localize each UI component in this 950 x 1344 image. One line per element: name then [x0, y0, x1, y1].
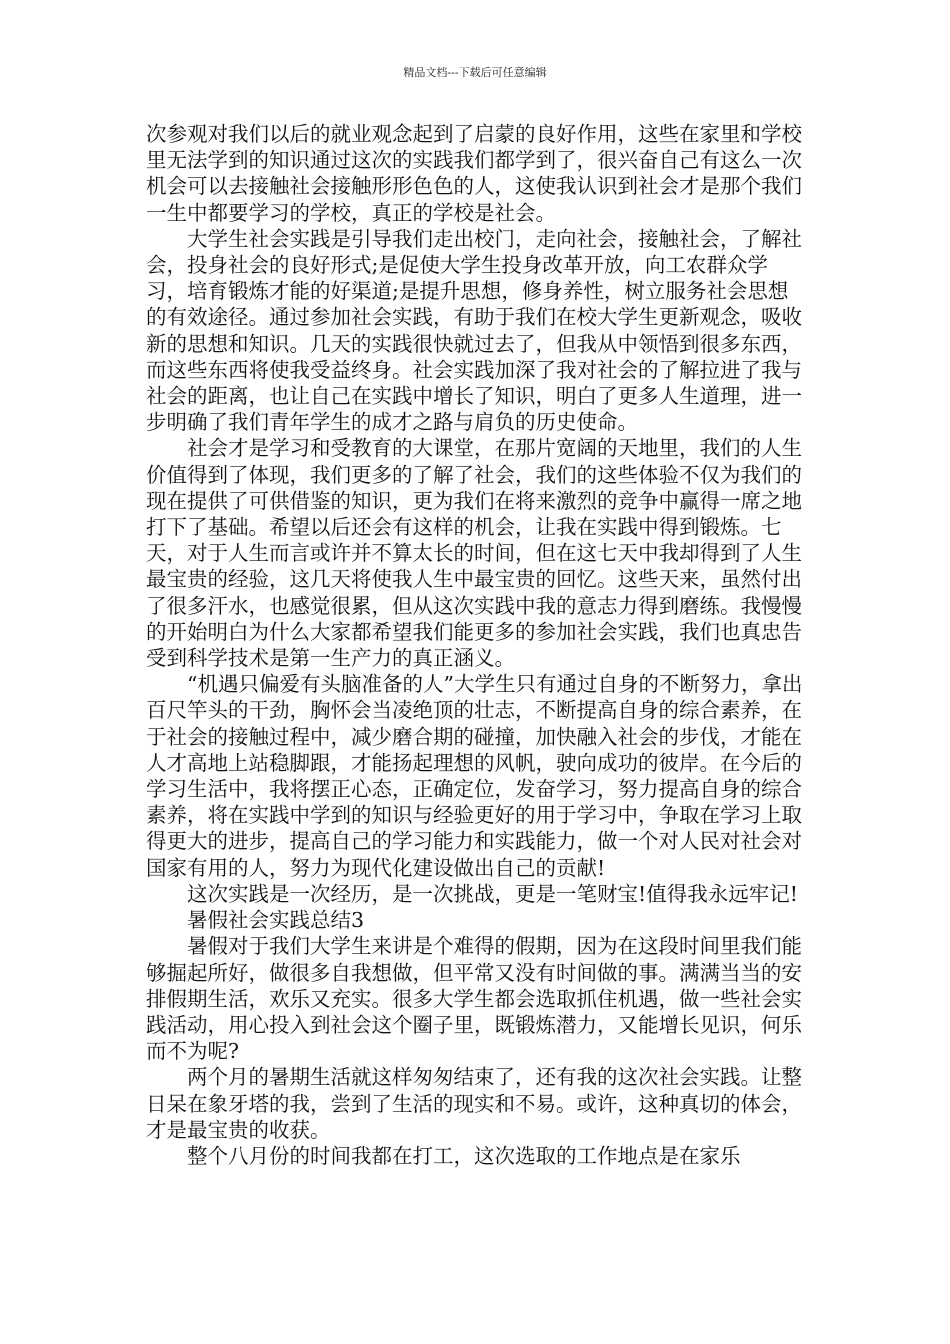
section-heading: 暑假社会实践总结3 [187, 908, 365, 933]
page-header: 精品文档---下载后可任意编辑 [403, 66, 547, 79]
document-body [146, 121, 806, 1169]
paragraph: 整个八月份的时间我都在打工，这次选取的工作地点是在家乐 [187, 1143, 741, 1168]
paragraph: 大学生社会实践是引导我们走出校门，走向社会，接触社会，了解社会，投身社会的良好形式;是促使大学生投身改革开放，向工农群众学习，培育锻炼才能的好渠道;是提升思想，修身养性，树立服务社会思想的有效途径。通过参加社会实践，有助于我们在校大学生更新观念，吸收新的思想和知识。几天的实践很快就过去了，但我从中领悟到很多东西，而这些东西将使我受益终身。社会实践加深了我对社会的了解拉进了我与社会的距离，也让自己在实践中增长了知识，明白了更多人生道理，进一步明确了我们青年学生的成才之路与肩负的历史使命。 [146, 226, 802, 435]
paragraph: 这次实践是一次经历，是一次挑战，更是一笔财宝!值得我永远牢记! [187, 881, 798, 906]
paragraph: “机遇只偏爱有头脑准备的人”大学生只有通过自身的不断努力，拿出百尺竿头的干劲，胸怀会当凌绝顶的壮志，不断提高自身的综合素养，在于社会的接触过程中，减少磨合期的碰撞，加快融入社会的步伐，才能在人才高地上站稳脚跟，才能扬起理想的风帆，驶向成功的彼岸。在今后的学习生活中，我将摆正心态，正确定位，发奋学习，努力提高自身的综合素养，将在实践中学到的知识与经验更好的用于学习中，争取在学习上取得更大的进步，提高自己的学习能力和实践能力，做一个对人民对社会对国家有用的人，努力为现代化建设做出自己的贡献! [146, 672, 803, 880]
paragraph-continuation: 次参观对我们以后的就业观念起到了启蒙的良好作用，这些在家里和学校里无法学到的知识通过这次的实践我们都学到了，很兴奋自己有这么一次机会可以去接触社会接触形形色色的人，这使我认识到社会才是那个我们一生中都要学习的学校，真正的学校是社会。 [146, 122, 802, 225]
paragraph: 暑假对于我们大学生来讲是个难得的假期，因为在这段时间里我们能够掘起所好，做很多自我想做，但平常又没有时间做的事。满满当当的安排假期生活，欢乐又充实。很多大学生都会选取抓住机遇，做一些社会实践活动，用心投入到社会这个圈子里，既锻炼潜力，又能增长见识，何乐而不为呢? [146, 934, 802, 1064]
paragraph: 社会才是学习和受教育的大课堂，在那片宽阔的天地里，我们的人生价值得到了体现，我们更多的了解了社会，我们的这些体验不仅为我们的现在提供了可供借鉴的知识，更为我们在将来激烈的竞争中赢得一席之地打下了基础。希望以后还会有这样的机会，让我在实践中得到锻炼。七天，对于人生而言或许并不算太长的时间，但在这七天中我却得到了人生最宝贵的经验，这几天将使我人生中最宝贵的回忆。这些天来，虽然付出了很多汗水，也感觉很累，但从这次实践中我的意志力得到磨练。我慢慢的开始明白为什么大家都希望我们能更多的参加社会实践，我们也真忠告受到科学技术是第一生产力的真正涵义。 [146, 436, 802, 671]
paragraph: 两个月的暑期生活就这样匆匆结束了，还有我的这次社会实践。让整日呆在象牙塔的我，尝到了生活的现实和不易。或许，这种真切的体会，才是最宝贵的收获。 [146, 1065, 802, 1142]
